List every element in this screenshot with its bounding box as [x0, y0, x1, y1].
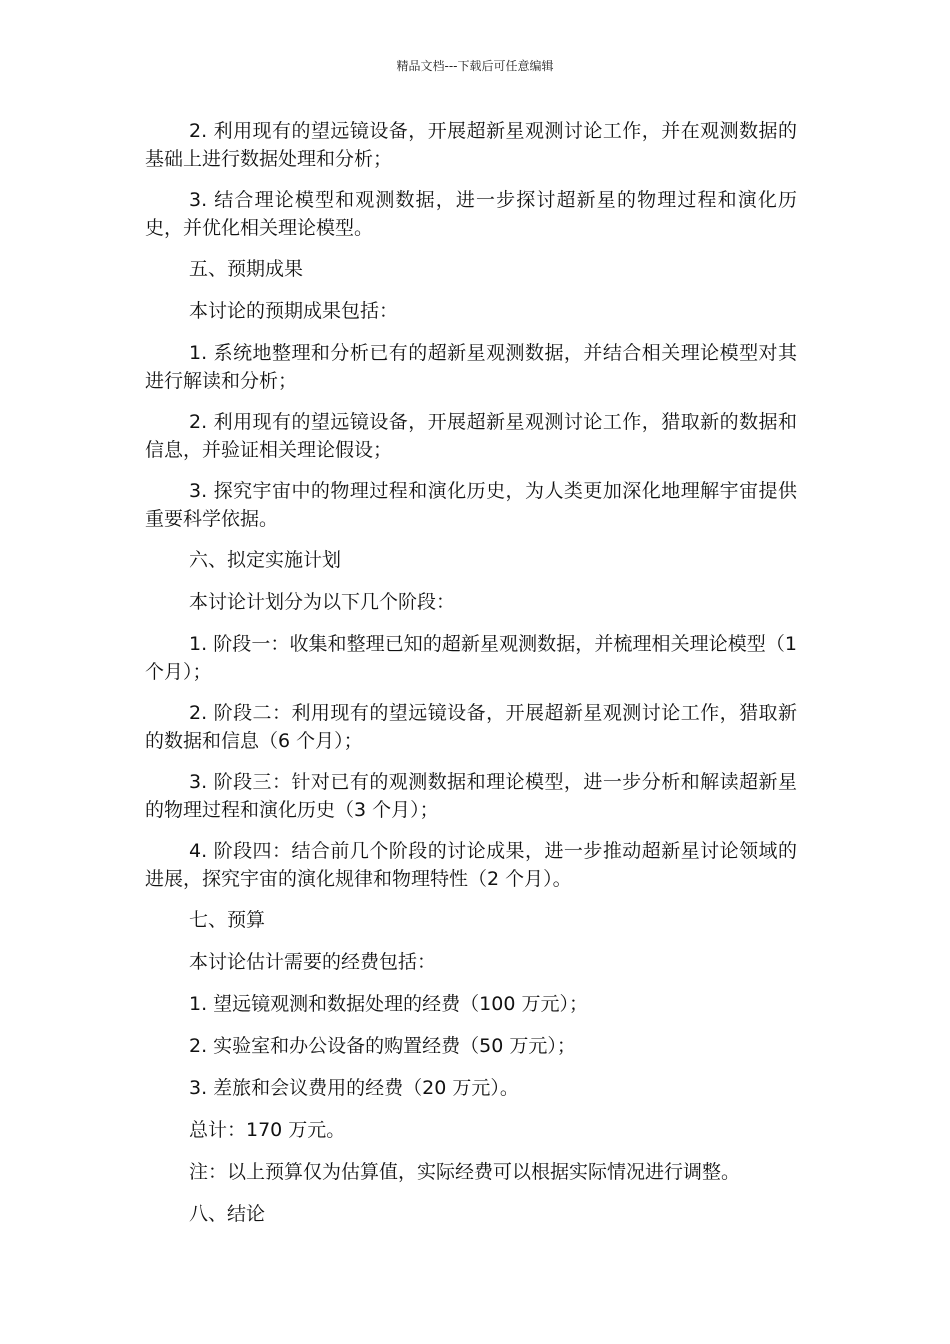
- paragraph-result-3: 3. 探究宇宙中的物理过程和演化历史，为人类更加深化地理解宇宙提供重要科学依据。: [145, 480, 797, 530]
- paragraph-stage-4: 4. 阶段四：结合前几个阶段的讨论成果，进一步推动超新星讨论领域的进展，探究宇宙的演化规律和物理特性（2 个月）。: [145, 840, 797, 890]
- paragraph-item-2-method: 2. 利用现有的望远镜设备，开展超新星观测讨论工作，并在观测数据的基础上进行数据处理和分析；: [145, 120, 797, 170]
- paragraph-stage-3: 3. 阶段三：针对已有的观测数据和理论模型，进一步分析和解读超新星的物理过程和演化历史（3 个月）；: [145, 771, 797, 821]
- section-heading-implementation-plan: 六、拟定实施计划: [189, 549, 342, 571]
- section-heading-budget: 七、预算: [189, 909, 266, 931]
- paragraph-stage-2: 2. 阶段二：利用现有的望远镜设备，开展超新星观测讨论工作，猎取新的数据和信息（6 个月）；: [145, 702, 797, 752]
- paragraph-budget-intro: 本讨论估计需要的经费包括：: [189, 951, 437, 973]
- section-heading-expected-results: 五、预期成果: [189, 258, 304, 280]
- paragraph-result-2: 2. 利用现有的望远镜设备，开展超新星观测讨论工作，猎取新的数据和信息，并验证相关理论假设；: [145, 411, 797, 461]
- paragraph-results-intro: 本讨论的预期成果包括：: [189, 300, 399, 322]
- document-body: [145, 117, 797, 1242]
- paragraph-budget-note: 注：以上预算仅为估算值，实际经费可以根据实际情况进行调整。: [189, 1161, 741, 1183]
- paragraph-budget-item-1: 1. 望远镜观测和数据处理的经费（100 万元）；: [189, 993, 588, 1015]
- paragraph-plan-intro: 本讨论计划分为以下几个阶段：: [189, 591, 456, 613]
- page-header: 精品文档---下载后可任意编辑: [396, 59, 554, 73]
- section-heading-conclusion: 八、结论: [189, 1203, 266, 1225]
- paragraph-stage-1: 1. 阶段一：收集和整理已知的超新星观测数据，并梳理相关理论模型（1 个月）；: [145, 633, 797, 683]
- paragraph-budget-item-2: 2. 实验室和办公设备的购置经费（50 万元）；: [189, 1035, 576, 1057]
- paragraph-result-1: 1. 系统地整理和分析已有的超新星观测数据，并结合相关理论模型对其进行解读和分析；: [145, 342, 797, 392]
- paragraph-budget-item-3: 3. 差旅和会议费用的经费（20 万元）。: [189, 1077, 519, 1099]
- paragraph-budget-total: 总计：170 万元。: [189, 1119, 346, 1141]
- paragraph-item-3-method: 3. 结合理论模型和观测数据，进一步探讨超新星的物理过程和演化历史，并优化相关理论模型。: [145, 189, 797, 239]
